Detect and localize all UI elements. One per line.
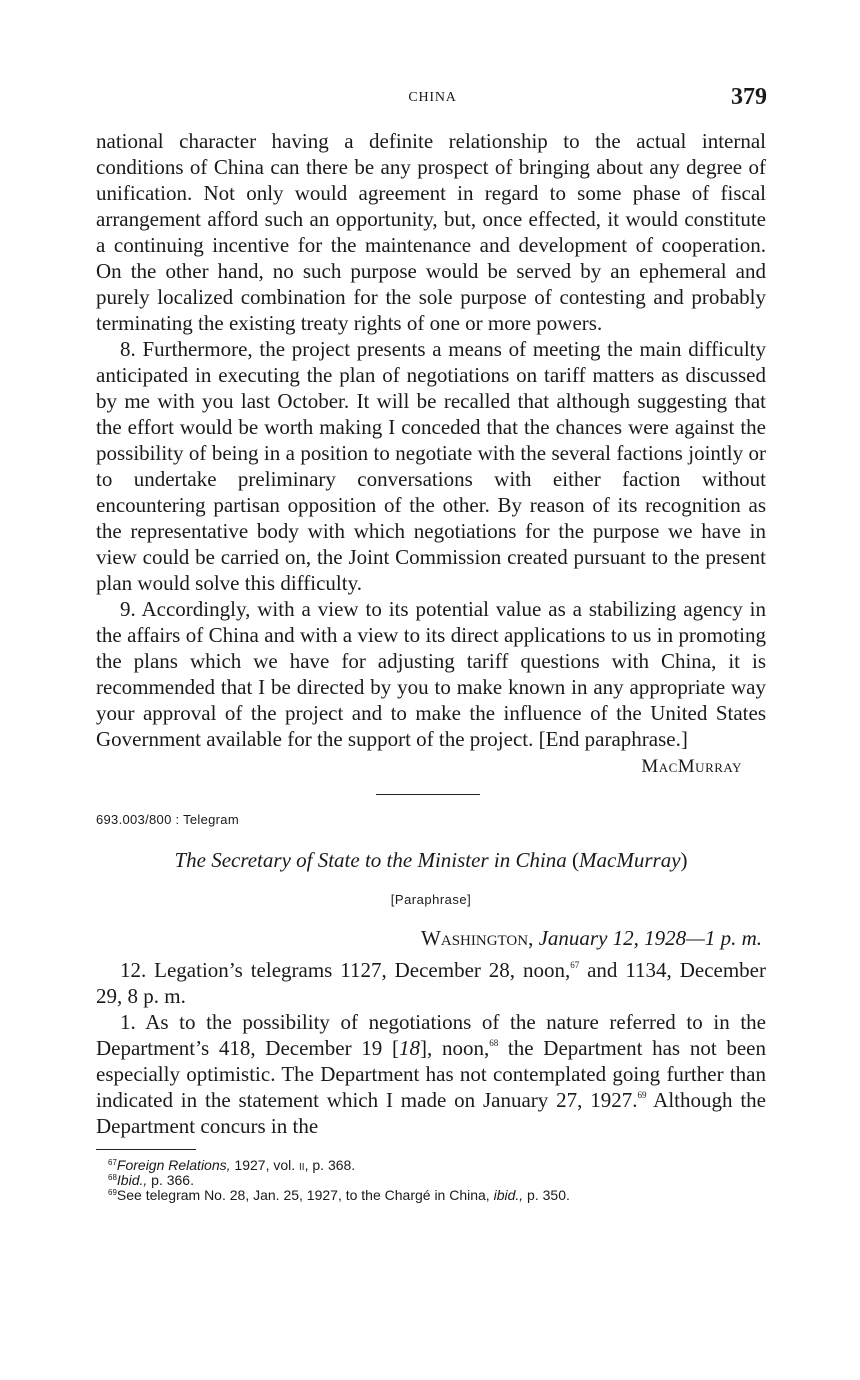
footnote-ref-69: 69: [637, 1090, 647, 1100]
signature: MacMurray: [641, 756, 742, 777]
footnote-source: Foreign Relations,: [116, 1157, 231, 1173]
footnote-text: p. 366.: [147, 1172, 194, 1188]
paragraph-12: [96, 957, 766, 1009]
footnote-ref-67: 67: [570, 960, 580, 970]
paragraph-1-text-d: Although the Department concurs in the: [96, 1088, 766, 1138]
footnote-source: ibid.,: [493, 1187, 524, 1203]
running-title: CHINA: [408, 90, 457, 105]
page-header: [95, 84, 770, 116]
dateline: [96, 925, 766, 951]
footnote-text: p. 350.: [523, 1187, 570, 1203]
document-title: [96, 847, 766, 873]
title-paren-open: (: [572, 848, 580, 872]
paragraph-1-bracket: 18: [399, 1036, 420, 1060]
title-paren-close: ): [680, 848, 688, 872]
footnote-rule: [96, 1149, 196, 1150]
footnote-number: 67: [108, 1158, 117, 1167]
footnote-source: Ibid.,: [116, 1172, 148, 1188]
file-reference: 693.003/800 : Telegram: [96, 812, 239, 827]
footnote-68: [96, 1173, 766, 1188]
footnote-ref-68: 68: [489, 1038, 499, 1048]
section-divider: [376, 794, 480, 795]
paragraph-1-text-b: ], noon,: [420, 1036, 490, 1060]
paragraph-1-text-c: the Department has not been especially optimistic. The Department has not contemplated going further than indicated in the statement which I made on January 27, 1927.: [96, 1036, 766, 1112]
footnote-67: [96, 1158, 766, 1173]
document-title-main: The Secretary of State to the Minister in China: [174, 848, 567, 872]
body-text: [96, 128, 766, 1203]
dateline-place: Washington,: [421, 926, 534, 950]
paragraph-9: 9. Accordingly, with a view to its potential value as a stabilizing agency in the affairs of China and with a view to its direct applications to us in promoting the plans which we have for adjusting tariff questions with China, it is recommended that I be directed by you to make known in any appropriate way your approval of the project and to make the influence of the United States Government available for the support of the project. [End paraphrase.]: [96, 597, 766, 751]
dateline-date: January 12, 1928—1 p. m.: [538, 926, 762, 950]
page-number: 379: [731, 84, 767, 110]
footnote-69: [96, 1188, 766, 1203]
footnotes: [96, 1158, 766, 1203]
paragraph-8: 8. Furthermore, the project presents a means of meeting the main difficulty anticipated in executing the plan of negotiations on tariff matters as discussed by me with you last October. It will be recalled that although suggesting that the effort would be worth making I conceded that the chances were against the possibility of being in a position to negotiate with the several factions jointly or to undertake preliminary conversations with either faction without encountering partisan opposition of the other. By reason of its recognition as the representative body with which negotiations for the purpose we have in view could be carried on, the Joint Commission created pursuant to the present plan would solve this difficulty.: [96, 337, 766, 595]
paragraph-12-text-a: 12. Legation’s telegrams 1127, December 28, noon,: [120, 958, 571, 982]
paragraph-1-text-a: 1. As to the possibility of negotiations of the nature referred to in the Department’s 418, December 19 [: [96, 1010, 766, 1060]
footnote-number: 68: [108, 1173, 117, 1182]
footnote-number: 69: [108, 1188, 117, 1197]
paraphrase-tag: [Paraphrase]: [390, 892, 472, 907]
paragraph-continued: national character having a definite relationship to the actual internal conditions of China can there be any prospect of bringing about any degree of unification. Not only would agreement in regard to some phase of fiscal arrangement afford such an opportunity, but, once effected, it would constitute a continuing incentive for the maintenance and development of cooperation. On the other hand, no such purpose would be served by an ephemeral and purely localized combination for the sole purpose of contesting and probably terminating the existing treaty rights of one or more powers.: [96, 129, 766, 335]
paragraph-12-text-b: and 1134, December 29, 8 p. m.: [96, 958, 766, 1008]
title-recipient: MacMurray: [579, 848, 681, 872]
footnote-text: , p. 368.: [304, 1157, 356, 1173]
footnote-text: See telegram No. 28, Jan. 25, 1927, to the Chargé in China,: [116, 1187, 494, 1203]
footnote-volume: ii: [299, 1157, 305, 1173]
footnote-text: 1927, vol.: [230, 1157, 300, 1173]
paragraph-1: [96, 1009, 766, 1139]
